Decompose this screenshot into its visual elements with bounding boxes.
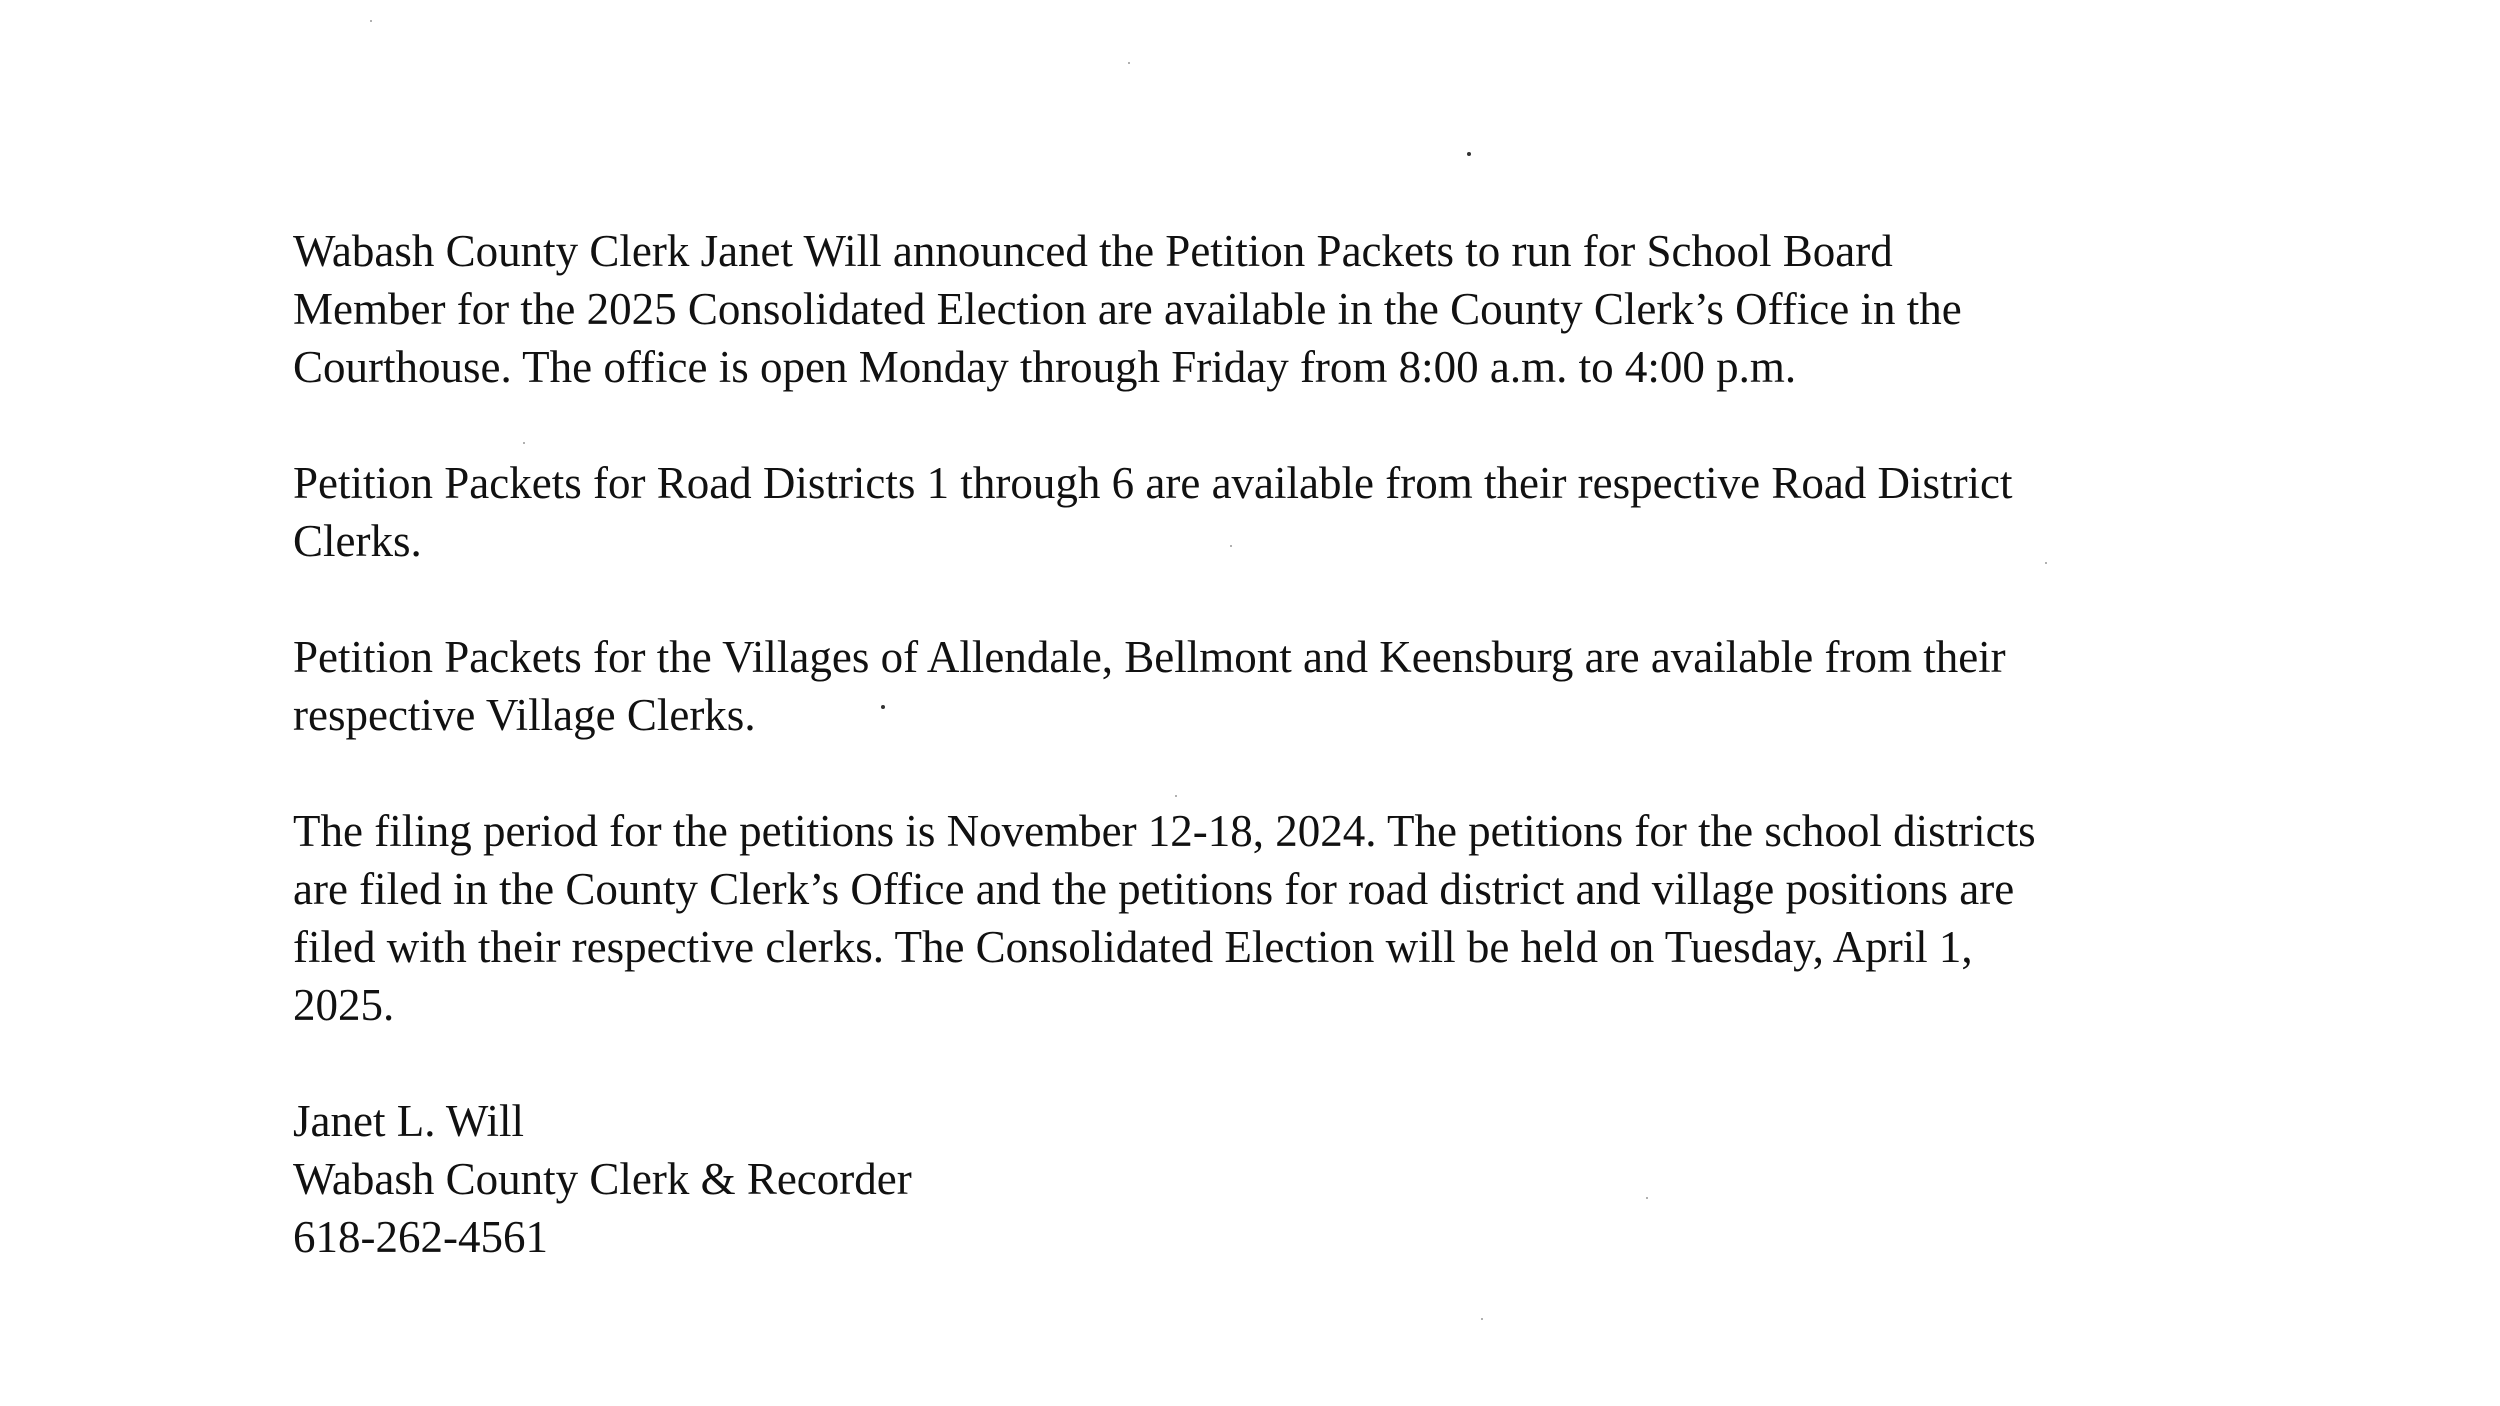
text-line: respective Village Clerks. [293,690,756,740]
signature-title: Wabash County Clerk & Recorder [293,1154,912,1204]
announcement-letter [293,222,2293,1266]
scan-speck [1467,152,1471,156]
text-line: Wabash County Clerk Janet Will announced the Petition Packets to run for School Board [293,226,1893,276]
signature-name: Janet L. Will [293,1096,525,1146]
paragraph-school-board [293,222,2293,396]
text-line: filed with their respective clerks. The Consolidated Election will be held on Tuesday, April 1, [293,922,1973,972]
text-line: The filing period for the petitions is November 12-18, 2024. The petitions for the school districts [293,806,2036,856]
paragraph-filing-period [293,802,2293,1034]
text-line: Petition Packets for Road Districts 1 through 6 are available from their respective Road District [293,458,2013,508]
text-line: Courthouse. The office is open Monday through Friday from 8:00 a.m. to 4:00 p.m. [293,342,1797,392]
text-line: Member for the 2025 Consolidated Election are available in the County Clerk’s Office in the [293,284,1962,334]
scan-speck [1128,62,1130,64]
paragraph-road-districts [293,454,2293,570]
text-line: Clerks. [293,516,422,566]
text-line: 2025. [293,980,395,1030]
text-line: are filed in the County Clerk’s Office and the petitions for road district and village positions are [293,864,2015,914]
paragraph-villages [293,628,2293,744]
signature-phone: 618-262-4561 [293,1212,548,1262]
scan-speck [370,20,372,22]
scan-speck [1481,1318,1483,1320]
signature-block [293,1092,2293,1266]
text-line: Petition Packets for the Villages of Allendale, Bellmont and Keensburg are available from their [293,632,2006,682]
